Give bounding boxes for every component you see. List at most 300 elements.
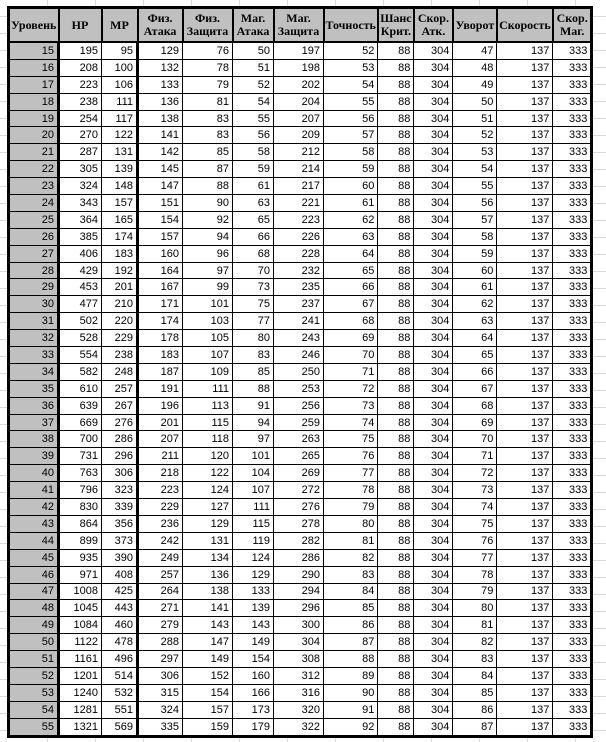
cell[interactable]: 304 (414, 431, 453, 448)
cell[interactable]: 82 (453, 634, 497, 651)
cell[interactable]: 343 (59, 195, 102, 212)
cell[interactable]: 282 (274, 532, 324, 549)
cell[interactable]: 113 (183, 397, 233, 414)
cell[interactable]: 55 (324, 93, 378, 110)
cell[interactable]: 333 (553, 330, 592, 347)
cell[interactable]: 232 (274, 262, 324, 279)
cell[interactable]: 94 (233, 414, 274, 431)
cell[interactable]: 88 (378, 228, 414, 245)
cell[interactable]: 122 (102, 127, 138, 144)
cell[interactable]: 304 (414, 549, 453, 566)
cell[interactable]: 297 (138, 651, 183, 668)
cell[interactable]: 300 (274, 617, 324, 634)
cell[interactable]: 1008 (59, 583, 102, 600)
cell[interactable]: 306 (102, 465, 138, 482)
cell[interactable]: 333 (553, 110, 592, 127)
cell[interactable]: 250 (274, 363, 324, 380)
cell[interactable]: 54 (453, 161, 497, 178)
cell[interactable]: 154 (138, 211, 183, 228)
cell[interactable]: 88 (378, 178, 414, 195)
cell[interactable]: 137 (497, 465, 553, 482)
cell[interactable]: 316 (274, 684, 324, 701)
cell[interactable]: 157 (183, 701, 233, 718)
cell[interactable]: 201 (102, 279, 138, 296)
cell[interactable]: 197 (274, 42, 324, 59)
cell[interactable]: 554 (59, 347, 102, 364)
cell[interactable]: 137 (497, 532, 553, 549)
cell[interactable]: 68 (233, 245, 274, 262)
cell[interactable]: 137 (497, 583, 553, 600)
cell[interactable]: 304 (414, 684, 453, 701)
cell[interactable]: 66 (453, 363, 497, 380)
cell[interactable]: 214 (274, 161, 324, 178)
cell[interactable]: 137 (497, 667, 553, 684)
cell[interactable]: 137 (497, 600, 553, 617)
cell[interactable]: 55 (233, 110, 274, 127)
cell[interactable]: 83 (183, 110, 233, 127)
level-cell[interactable]: 55 (9, 718, 59, 736)
cell[interactable]: 61 (233, 178, 274, 195)
cell[interactable]: 269 (274, 465, 324, 482)
cell[interactable]: 87 (183, 161, 233, 178)
cell[interactable]: 138 (138, 110, 183, 127)
cell[interactable]: 132 (138, 59, 183, 76)
cell[interactable]: 88 (378, 448, 414, 465)
cell[interactable]: 899 (59, 532, 102, 549)
cell[interactable]: 53 (324, 59, 378, 76)
level-cell[interactable]: 23 (9, 178, 59, 195)
cell[interactable]: 192 (102, 262, 138, 279)
cell[interactable]: 304 (414, 397, 453, 414)
cell[interactable]: 58 (453, 228, 497, 245)
cell[interactable]: 137 (497, 549, 553, 566)
level-cell[interactable]: 35 (9, 380, 59, 397)
cell[interactable]: 830 (59, 499, 102, 516)
cell[interactable]: 137 (497, 195, 553, 212)
cell[interactable]: 100 (102, 59, 138, 76)
cell[interactable]: 91 (324, 701, 378, 718)
cell[interactable]: 69 (324, 330, 378, 347)
cell[interactable]: 88 (378, 110, 414, 127)
cell[interactable]: 154 (233, 651, 274, 668)
cell[interactable]: 95 (102, 42, 138, 59)
cell[interactable]: 131 (102, 144, 138, 161)
cell[interactable]: 75 (324, 431, 378, 448)
level-cell[interactable]: 38 (9, 431, 59, 448)
cell[interactable]: 137 (497, 414, 553, 431)
cell[interactable]: 73 (324, 397, 378, 414)
cell[interactable]: 88 (378, 93, 414, 110)
cell[interactable]: 106 (102, 76, 138, 93)
cell[interactable]: 935 (59, 549, 102, 566)
cell[interactable]: 166 (233, 684, 274, 701)
cell[interactable]: 83 (453, 651, 497, 668)
column-header-9[interactable]: Скор. Атк. (414, 8, 453, 43)
cell[interactable]: 333 (553, 245, 592, 262)
cell[interactable]: 333 (553, 279, 592, 296)
level-cell[interactable]: 54 (9, 701, 59, 718)
cell[interactable]: 254 (59, 110, 102, 127)
cell[interactable]: 137 (497, 448, 553, 465)
cell[interactable]: 48 (453, 59, 497, 76)
cell[interactable]: 65 (324, 262, 378, 279)
cell[interactable]: 235 (274, 279, 324, 296)
cell[interactable]: 238 (102, 347, 138, 364)
cell[interactable]: 385 (59, 228, 102, 245)
cell[interactable]: 259 (274, 414, 324, 431)
cell[interactable]: 304 (414, 465, 453, 482)
cell[interactable]: 218 (138, 465, 183, 482)
level-cell[interactable]: 17 (9, 76, 59, 93)
cell[interactable]: 139 (102, 161, 138, 178)
cell[interactable]: 79 (324, 499, 378, 516)
cell[interactable]: 333 (553, 397, 592, 414)
cell[interactable]: 312 (274, 667, 324, 684)
cell[interactable]: 88 (378, 651, 414, 668)
cell[interactable]: 333 (553, 465, 592, 482)
cell[interactable]: 88 (378, 667, 414, 684)
cell[interactable]: 333 (553, 76, 592, 93)
cell[interactable]: 276 (102, 414, 138, 431)
cell[interactable]: 304 (414, 161, 453, 178)
cell[interactable]: 141 (138, 127, 183, 144)
cell[interactable]: 85 (324, 600, 378, 617)
cell[interactable]: 61 (324, 195, 378, 212)
cell[interactable]: 257 (138, 566, 183, 583)
cell[interactable]: 322 (274, 718, 324, 736)
cell[interactable]: 160 (233, 667, 274, 684)
cell[interactable]: 137 (497, 127, 553, 144)
cell[interactable]: 294 (274, 583, 324, 600)
cell[interactable]: 333 (553, 414, 592, 431)
cell[interactable]: 137 (497, 330, 553, 347)
cell[interactable]: 304 (414, 296, 453, 313)
cell[interactable]: 478 (102, 634, 138, 651)
cell[interactable]: 211 (138, 448, 183, 465)
cell[interactable]: 304 (414, 262, 453, 279)
cell[interactable]: 551 (102, 701, 138, 718)
cell[interactable]: 496 (102, 651, 138, 668)
column-header-4[interactable]: Физ. Защита (183, 8, 233, 43)
cell[interactable]: 137 (497, 363, 553, 380)
cell[interactable]: 569 (102, 718, 138, 736)
cell[interactable]: 333 (553, 499, 592, 516)
cell[interactable]: 296 (274, 600, 324, 617)
cell[interactable]: 296 (102, 448, 138, 465)
cell[interactable]: 81 (324, 532, 378, 549)
cell[interactable]: 56 (324, 110, 378, 127)
cell[interactable]: 76 (453, 532, 497, 549)
cell[interactable]: 99 (183, 279, 233, 296)
cell[interactable]: 304 (414, 414, 453, 431)
cell[interactable]: 86 (324, 617, 378, 634)
cell[interactable]: 1045 (59, 600, 102, 617)
cell[interactable]: 59 (233, 161, 274, 178)
cell[interactable]: 731 (59, 448, 102, 465)
cell[interactable]: 137 (497, 566, 553, 583)
level-cell[interactable]: 45 (9, 549, 59, 566)
cell[interactable]: 92 (324, 718, 378, 736)
cell[interactable]: 142 (138, 144, 183, 161)
level-cell[interactable]: 21 (9, 144, 59, 161)
cell[interactable]: 137 (497, 499, 553, 516)
level-cell[interactable]: 15 (9, 42, 59, 59)
cell[interactable]: 127 (183, 499, 233, 516)
cell[interactable]: 167 (138, 279, 183, 296)
level-cell[interactable]: 27 (9, 245, 59, 262)
cell[interactable]: 207 (138, 431, 183, 448)
cell[interactable]: 88 (378, 313, 414, 330)
cell[interactable]: 333 (553, 684, 592, 701)
cell[interactable]: 477 (59, 296, 102, 313)
cell[interactable]: 70 (324, 347, 378, 364)
cell[interactable]: 133 (233, 583, 274, 600)
cell[interactable]: 81 (453, 617, 497, 634)
cell[interactable]: 207 (274, 110, 324, 127)
cell[interactable]: 137 (497, 211, 553, 228)
cell[interactable]: 229 (138, 499, 183, 516)
cell[interactable]: 138 (183, 583, 233, 600)
cell[interactable]: 263 (274, 431, 324, 448)
cell[interactable]: 333 (553, 262, 592, 279)
cell[interactable]: 148 (102, 178, 138, 195)
cell[interactable]: 236 (138, 515, 183, 532)
cell[interactable]: 304 (414, 245, 453, 262)
cell[interactable]: 137 (497, 397, 553, 414)
cell[interactable]: 333 (553, 195, 592, 212)
level-cell[interactable]: 20 (9, 127, 59, 144)
cell[interactable]: 223 (138, 482, 183, 499)
cell[interactable]: 111 (183, 380, 233, 397)
cell[interactable]: 333 (553, 651, 592, 668)
cell[interactable]: 324 (59, 178, 102, 195)
cell[interactable]: 88 (378, 549, 414, 566)
cell[interactable]: 77 (453, 549, 497, 566)
cell[interactable]: 238 (59, 93, 102, 110)
level-cell[interactable]: 29 (9, 279, 59, 296)
cell[interactable]: 80 (324, 515, 378, 532)
cell[interactable]: 971 (59, 566, 102, 583)
cell[interactable]: 304 (414, 76, 453, 93)
cell[interactable]: 131 (183, 532, 233, 549)
cell[interactable]: 82 (324, 549, 378, 566)
cell[interactable]: 137 (497, 178, 553, 195)
cell[interactable]: 122 (183, 465, 233, 482)
cell[interactable]: 60 (324, 178, 378, 195)
cell[interactable]: 75 (453, 515, 497, 532)
cell[interactable]: 304 (414, 380, 453, 397)
cell[interactable]: 61 (453, 279, 497, 296)
cell[interactable]: 582 (59, 363, 102, 380)
cell[interactable]: 111 (102, 93, 138, 110)
cell[interactable]: 304 (414, 110, 453, 127)
cell[interactable]: 62 (324, 211, 378, 228)
cell[interactable]: 139 (233, 600, 274, 617)
level-cell[interactable]: 53 (9, 684, 59, 701)
cell[interactable]: 88 (378, 211, 414, 228)
level-cell[interactable]: 49 (9, 617, 59, 634)
cell[interactable]: 669 (59, 414, 102, 431)
cell[interactable]: 109 (183, 363, 233, 380)
cell[interactable]: 304 (414, 482, 453, 499)
cell[interactable]: 137 (497, 617, 553, 634)
cell[interactable]: 64 (324, 245, 378, 262)
column-header-12[interactable]: Скор. Маг. (553, 8, 592, 43)
cell[interactable]: 333 (553, 178, 592, 195)
cell[interactable]: 304 (414, 195, 453, 212)
cell[interactable]: 70 (453, 431, 497, 448)
cell[interactable]: 137 (497, 262, 553, 279)
cell[interactable]: 279 (138, 617, 183, 634)
cell[interactable]: 304 (414, 448, 453, 465)
cell[interactable]: 65 (233, 211, 274, 228)
cell[interactable]: 390 (102, 549, 138, 566)
cell[interactable]: 1161 (59, 651, 102, 668)
cell[interactable]: 83 (233, 347, 274, 364)
cell[interactable]: 223 (274, 211, 324, 228)
cell[interactable]: 195 (59, 42, 102, 59)
cell[interactable]: 96 (183, 245, 233, 262)
cell[interactable]: 173 (233, 701, 274, 718)
cell[interactable]: 226 (274, 228, 324, 245)
cell[interactable]: 305 (59, 161, 102, 178)
column-header-1[interactable]: HP (59, 8, 102, 43)
cell[interactable]: 270 (59, 127, 102, 144)
cell[interactable]: 57 (453, 211, 497, 228)
cell[interactable]: 92 (183, 211, 233, 228)
cell[interactable]: 84 (453, 667, 497, 684)
cell[interactable]: 253 (274, 380, 324, 397)
cell[interactable]: 103 (183, 313, 233, 330)
cell[interactable]: 88 (378, 330, 414, 347)
cell[interactable]: 68 (324, 313, 378, 330)
cell[interactable]: 51 (233, 59, 274, 76)
cell[interactable]: 50 (233, 42, 274, 59)
cell[interactable]: 68 (453, 397, 497, 414)
cell[interactable]: 204 (274, 93, 324, 110)
cell[interactable]: 333 (553, 634, 592, 651)
cell[interactable]: 796 (59, 482, 102, 499)
level-cell[interactable]: 37 (9, 414, 59, 431)
cell[interactable]: 97 (233, 431, 274, 448)
level-cell[interactable]: 51 (9, 651, 59, 668)
level-cell[interactable]: 24 (9, 195, 59, 212)
cell[interactable]: 88 (378, 195, 414, 212)
cell[interactable]: 339 (102, 499, 138, 516)
cell[interactable]: 187 (138, 363, 183, 380)
cell[interactable]: 174 (138, 313, 183, 330)
cell[interactable]: 89 (324, 667, 378, 684)
cell[interactable]: 88 (378, 245, 414, 262)
cell[interactable]: 78 (183, 59, 233, 76)
cell[interactable]: 85 (183, 144, 233, 161)
cell[interactable]: 88 (378, 347, 414, 364)
cell[interactable]: 286 (102, 431, 138, 448)
cell[interactable]: 60 (453, 262, 497, 279)
cell[interactable]: 115 (233, 515, 274, 532)
cell[interactable]: 137 (497, 110, 553, 127)
cell[interactable]: 288 (138, 634, 183, 651)
cell[interactable]: 137 (497, 431, 553, 448)
cell[interactable]: 88 (378, 617, 414, 634)
cell[interactable]: 88 (378, 515, 414, 532)
cell[interactable]: 315 (138, 684, 183, 701)
cell[interactable]: 65 (453, 347, 497, 364)
cell[interactable]: 69 (453, 414, 497, 431)
cell[interactable]: 152 (183, 667, 233, 684)
cell[interactable]: 406 (59, 245, 102, 262)
cell[interactable]: 88 (378, 701, 414, 718)
cell[interactable]: 256 (274, 397, 324, 414)
cell[interactable]: 639 (59, 397, 102, 414)
level-cell[interactable]: 34 (9, 363, 59, 380)
cell[interactable]: 143 (183, 617, 233, 634)
cell[interactable]: 287 (59, 144, 102, 161)
cell[interactable]: 58 (324, 144, 378, 161)
cell[interactable]: 145 (138, 161, 183, 178)
cell[interactable]: 101 (183, 296, 233, 313)
cell[interactable]: 66 (233, 228, 274, 245)
cell[interactable]: 149 (183, 651, 233, 668)
cell[interactable]: 333 (553, 211, 592, 228)
cell[interactable]: 763 (59, 465, 102, 482)
cell[interactable]: 85 (453, 684, 497, 701)
cell[interactable]: 333 (553, 448, 592, 465)
column-header-3[interactable]: Физ. Атака (138, 8, 183, 43)
cell[interactable]: 333 (553, 144, 592, 161)
cell[interactable]: 1240 (59, 684, 102, 701)
level-cell[interactable]: 31 (9, 313, 59, 330)
cell[interactable]: 304 (414, 211, 453, 228)
cell[interactable]: 88 (378, 482, 414, 499)
cell[interactable]: 88 (378, 634, 414, 651)
level-cell[interactable]: 40 (9, 465, 59, 482)
cell[interactable]: 151 (138, 195, 183, 212)
level-cell[interactable]: 44 (9, 532, 59, 549)
cell[interactable]: 133 (138, 76, 183, 93)
cell[interactable]: 1084 (59, 617, 102, 634)
cell[interactable]: 137 (497, 482, 553, 499)
column-header-0[interactable]: Уровень (9, 8, 59, 43)
cell[interactable]: 202 (274, 76, 324, 93)
level-cell[interactable]: 30 (9, 296, 59, 313)
cell[interactable]: 1201 (59, 667, 102, 684)
cell[interactable]: 51 (453, 110, 497, 127)
cell[interactable]: 304 (414, 59, 453, 76)
cell[interactable]: 174 (102, 228, 138, 245)
cell[interactable]: 265 (274, 448, 324, 465)
cell[interactable]: 75 (233, 296, 274, 313)
level-cell[interactable]: 50 (9, 634, 59, 651)
cell[interactable]: 136 (183, 566, 233, 583)
cell[interactable]: 304 (414, 515, 453, 532)
cell[interactable]: 333 (553, 42, 592, 59)
cell[interactable]: 212 (274, 144, 324, 161)
cell[interactable]: 54 (233, 93, 274, 110)
cell[interactable]: 88 (378, 279, 414, 296)
cell[interactable]: 157 (102, 195, 138, 212)
cell[interactable]: 52 (233, 76, 274, 93)
level-cell[interactable]: 25 (9, 211, 59, 228)
cell[interactable]: 115 (183, 414, 233, 431)
cell[interactable]: 87 (453, 718, 497, 736)
cell[interactable]: 137 (497, 701, 553, 718)
level-cell[interactable]: 42 (9, 499, 59, 516)
cell[interactable]: 88 (378, 414, 414, 431)
cell[interactable]: 333 (553, 313, 592, 330)
cell[interactable]: 77 (324, 465, 378, 482)
column-header-5[interactable]: Маг. Атака (233, 8, 274, 43)
